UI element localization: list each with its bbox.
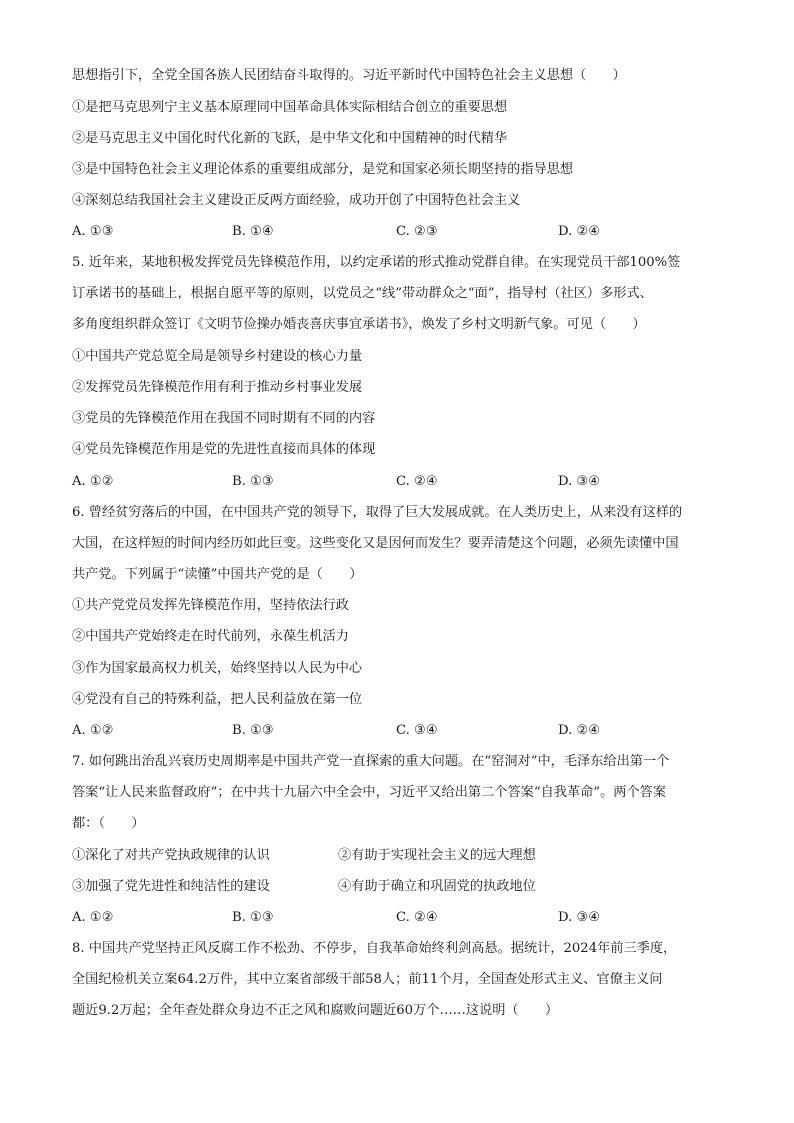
q6-statement-2: ②中国共产党始终走在时代前列，永葆生机活力 (72, 629, 349, 644)
q6-statement-1: ①共产党党员发挥先锋模范作用，坚持依法行政 (72, 598, 349, 613)
q7-statement-2: ②有助于实现社会主义的远大理想 (338, 848, 536, 863)
q7-statement-4: ④有助于确立和巩固党的执政地位 (338, 879, 536, 894)
q4-option-a[interactable]: A. ①③ (72, 224, 114, 239)
q5-stem-line-1: 5. 近年来，某地积极发挥党员先锋模范作用，以约定承诺的形式推动党群自律。在实现党员干部100%签 (72, 255, 681, 270)
q7-option-d[interactable]: D. ③④ (558, 910, 601, 925)
q5-stem-line-3: 多角度组织群众签订《文明节俭操办婚丧喜庆事宜承诺书》，焕发了乡村文明新气象。可见（ ） (72, 317, 646, 332)
q7-stem-line-1: 7. 如何跳出治乱兴衰历史周期率是中国共产党一直探索的重大问题。在“窑洞对”中，毛泽东给出第一个 (72, 754, 670, 769)
q5-statement-1: ①中国共产党总览全局是领导乡村建设的核心力量 (72, 349, 363, 364)
q5-statement-3: ③党员的先锋模范作用在我国不同时期有不同的内容 (72, 411, 376, 426)
q5-options (72, 472, 732, 492)
q8-stem-line-3: 题近9.2万起；全年查处群众身边不正之风和腐败问题近60万个……这说明（ ） (72, 1003, 559, 1018)
q5-statement-2: ②发挥党员先锋模范作用有利于推动乡村事业发展 (72, 380, 363, 395)
q4-option-c[interactable]: C. ②③ (396, 224, 438, 239)
q6-stem-line-1: 6. 曾经贫穷落后的中国，在中国共产党的领导下，取得了巨大发展成就。在人类历史上，从来没有这样的 (72, 505, 683, 520)
q5-option-d[interactable]: D. ③④ (558, 474, 601, 489)
q6-options (72, 721, 732, 741)
q6-option-b[interactable]: B. ①③ (232, 723, 274, 738)
q6-statement-3: ③作为国家最高权力机关，始终坚持以人民为中心 (72, 661, 363, 676)
q6-stem-line-2: 大国，在这样短的时间内经历如此巨变。这些变化又是因何而发生？要弄清楚这个问题，必须先读懂中国 (72, 536, 679, 551)
q4-option-b[interactable]: B. ①④ (232, 224, 274, 239)
q5-option-b[interactable]: B. ①③ (232, 474, 274, 489)
q8-stem-line-2: 全国纪检机关立案64.2万件，其中立案省部级干部58人；前11个月，全国查处形式主义、官僚主义问 (72, 972, 663, 987)
q6-option-c[interactable]: C. ③④ (396, 723, 438, 738)
q4-statement-1: ①是把马克思列宁主义基本原理同中国革命具体实际相结合创立的重要思想 (72, 100, 508, 115)
q7-stem-line-2: 答案“让人民来监督政府”；在中共十九届六中全会中，习近平又给出第二个答案“自我革命”。两个答案 (72, 785, 667, 800)
q4-statement-2: ②是马克思主义中国化时代化新的飞跃，是中华文化和中国精神的时代精华 (72, 131, 508, 146)
q5-option-c[interactable]: C. ②④ (396, 474, 438, 489)
q7-statement-3: ③加强了党先进性和纯洁性的建设 (72, 879, 270, 894)
q7-option-a[interactable]: A. ①② (72, 910, 114, 925)
q4-stem-line: 思想指引下，全党全国各族人民团结奋斗取得的。习近平新时代中国特色社会主义思想（ ） (72, 68, 626, 83)
q7-statements-row-1 (72, 846, 732, 866)
q5-statement-4: ④党员先锋模范作用是党的先进性直接而具体的体现 (72, 442, 376, 457)
q7-options (72, 908, 732, 928)
q7-statement-1: ①深化了对共产党执政规律的认识 (72, 848, 270, 863)
q7-stem-line-3: 都：（ ） (72, 816, 145, 831)
q4-options (72, 222, 732, 242)
q4-option-d[interactable]: D. ②④ (558, 224, 601, 239)
q6-stem-line-3: 共产党。下列属于“读懂”中国共产党的是（ ） (72, 567, 363, 582)
q4-statement-3: ③是中国特色社会主义理论体系的重要组成部分，是党和国家必须长期坚持的指导思想 (72, 162, 574, 177)
q7-option-c[interactable]: C. ②④ (396, 910, 438, 925)
q6-option-d[interactable]: D. ②④ (558, 723, 601, 738)
q8-stem-line-1: 8. 中国共产党坚持正风反腐工作不松劲、不停步，自我革命始终利剑高悬。据统计，2024年前三季度， (72, 941, 677, 956)
q4-statement-4: ④深刻总结我国社会主义建设正反两方面经验，成功开创了中国特色社会主义 (72, 193, 521, 208)
q6-option-a[interactable]: A. ①② (72, 723, 114, 738)
q7-statements-row-2 (72, 877, 732, 897)
q5-option-a[interactable]: A. ①② (72, 474, 114, 489)
q6-statement-4: ④党没有自己的特殊利益，把人民利益放在第一位 (72, 692, 363, 707)
q5-stem-line-2: 订承诺书的基础上，根据自愿平等的原则，以党员之“线”带动群众之“面”，指导村（社区）多形式、 (72, 286, 653, 301)
q7-option-b[interactable]: B. ①③ (232, 910, 274, 925)
